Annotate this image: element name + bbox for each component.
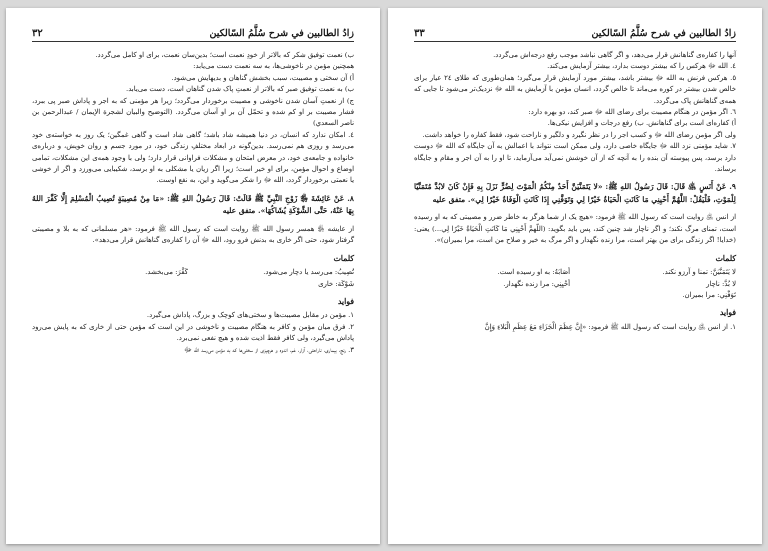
vocab-heading: کلمات [715,253,736,263]
benefit-item: ٢. فرق میان مؤمن و کافر به هنگام مصیبت و ناخوشی در این است که مؤمن حتی از خاری که به پایش می‌رود پاداش می‌گیرد، ولی کافر فقط اذیت شده و هیچ نفعی نمی‌برد. [32,322,354,343]
text-line: ب) به نعمت توفیق صبر که بالاتر از نعمتِ پاک شدن گناهان است، دست می‌یابد. [126,85,354,94]
benefit-item: ١. از انس ﵁ روایت است که رسول الله ﷺ فرمود: «إِنَّ عِظَمَ الْجَزَاءِ مَعَ عِظَمِ الْبَلاءِ وَإِنَّ [484,322,736,331]
vocab-list [414,267,736,301]
vocab-item: تَوَفَّنِي: مرا بمیران. [682,290,736,299]
page-header [414,24,736,42]
vocab-item: لا بُدَّ: ناچار [706,279,736,288]
text-line: ٦. اگر مؤمن در هنگام مصیبت برای رضای الله ﷻ صبر کند، دو بهره دارد: [528,108,736,117]
vocab-list [32,267,354,290]
benefits-heading: فواید [337,296,354,306]
text-line: ج) از نعمتِ آسان شدن ناخوشی و مصیبت برخوردار می‌گردد؛ زیرا هر مؤمنی که به اجر و پاداش صبر پی ببرد، فشار مصیبت بر او کم شده و تحمّل آن بر او آسان می‌گردد. (التوضیح والبیان لشجرة الإیمان / عبدالرحمن بن ناصر السعدي) [32,96,354,128]
vocab-item [414,290,570,301]
text-line: أ) آن سختی و مصیبت، سبب بخشش گناهان و بدیهایش می‌شود. [171,73,354,82]
benefits-heading: فواید [719,308,736,318]
text-line: ٥. هرکس فرنش به الله ﷻ بیشتر باشد، بیشتر مورد آزمایش قرار می‌گیرد؛ همان‌طوری که طلای ٢٤ عیار برای خالص شدن بیشتر در کوره می‌ماند تا خالص گردد، انسان مؤمن با آزمایش به الله ﷻ نزدیک‌تر می‌شود تا جایی که همه‌ی گناهانش پاک می‌گردد. [414,73,737,105]
page-number: ۳۲ [32,28,43,39]
vocab-item: أَصَابَهُ: به او رسیده است. [497,268,570,277]
page-body [32,50,354,534]
vocab-heading: کلمات [333,253,354,263]
text-line: أ) کفاره‌ای است برای گناهانش. ب) رفع درجات و افزایش نیکی‌ها. [547,119,736,128]
vocab-item: تُصِيبُ: می‌رسد یا دچار می‌شود. [263,268,354,277]
vocab-item: كَفَّرَ: می‌بخشد. [145,268,188,277]
benefit-item: ٣. رنج، بیماری، ناراحتی، آزار، غم، اندوه و هرچیزی از سختی‌ها که به مؤمن می‌رسد الله ﷻ [183,345,354,354]
hadith-translation: از انس ﵁ روایت است که رسول الله ﷺ فرمود: «هیچ یک از شما هرگز به خاطر ضرر و مصیبتی که به او رسیده است، تمنای مرگ نکند؛ و اگر ناچار شد چنین کند، پس باید بگوید: (اللّهمَّ أَحْيِنِي مَا كَانَتِ الْحَيَاةُ خَيْرًا لِي...) یعنی: (خدایا! اگر زندگی برای من بهتر است، مرا زنده نگهدار و اگر مرگ به خیر و صلاح من است، مرا بمیران)». [414,213,736,245]
text-line: آنها را کفاره‌ی گناهانش قرار می‌دهد، و اگر گاهی نباشد موجب رفع درجه‌اش می‌گردد. [493,51,736,59]
running-title: زادُ الطالبين في شرح سُلَّمُ السّالكين [209,28,354,39]
page-body [414,50,736,534]
hadith-text: ٨. عَنْ عَائِشَةَ ﵂ زَوْجِ النَّبِيِّ ﷺ قَالَتْ: قَالَ رَسُولُ اللهِ ﷺ: «مَا مِنْ مُصِيبَةٍ تُصِيبُ الْمُسْلِمَ إِلَّا كَفَّرَ اللهُ بِهَا عَنْهُ، حَتَّى الشَّوْكَةِ يُشَاكُهَا». متفق علیه [32,193,354,216]
text-line: ولی اگر مؤمن رضای الله ﷻ و کسب اجر را در نظر نگیرد و دلگیر و ناراحت شود، فقط کفاره را خواهد داشت. [422,130,736,139]
text-line: همچنین مؤمن در ناخوشی‌ها، به سه نعمت دست می‌یابد: [193,62,354,71]
text-line: ٤. امکان ندارد که انسان، در دنیا همیشه شاد باشد؛ گاهی شاد است و گاهی غمگین؛ یک روز به خواسته‌ی خود می‌رسد و روزی هم نمی‌رسد. بدین‌گونه در ابعاد مختلفِ زندگی خود، در مورد جسم و روان خویش، و درباره‌ی خانواده و جامعه‌ی خود، در معرض امتحان و مشکلات فراوانی قرار دارد؛ ولی با وجود همه‌ی این مشکلات، تمامی اوضاع و احوال مؤمن، برای او خیر است؛ زیرا اگر زیان یا مشکلی به او برسد، شکیبایی می‌ورزد و اگر از خوشی یا نعمتی برخوردار گردد، الله ﷻ را شکر می‌گوید و این، به نفع اوست. [32,130,354,185]
text-line: ٤. الله ﷻ هرکس را که بیشتر دوست بدارد، بیشتر آزمایش می‌کند. [547,62,736,71]
vocab-item: لا يَتَمَنَّيَنَّ: تمنا و آرزو نکند. [662,268,736,277]
text-line: ٧. شاید مؤمنی نزد الله ﷻ جایگاه خاصی دارد، ولی ممکن است نتواند با اعمالش به آن جایگاه که الله ﷻ دوست دارد برسد، پس پیوسته آن بنده را به آنچه که از آن خوشش نمی‌آید می‌آزماید، تا او را به آن اجر و مقام و جایگاه برساند. [414,142,736,174]
running-title: زادُ الطالبين في شرح سُلَّمُ السّالكين [591,28,736,39]
hadith-translation: از عایشه ﵂ همسر رسول الله ﷺ روایت است که رسول الله ﷺ فرمود: «هر مسلمانی که به بلا و مصیبتی گرفتار شود، حتی اگر خاری به بدنش فرو رود، الله ﷻ آن را کفاره‌ی گناهانش قرار می‌دهد». [32,224,354,245]
hadith-text: ٩. عَنْ أَنَسٍ ﵁ قَالَ: قَالَ رَسُولُ اللهِ ﷺ: «لا يَتَمَنَّيَنَّ أَحَدٌ مِنْكُمُ الْمَوْتَ لِضُرٍّ نَزَلَ بِهِ فَإِنْ كَانَ لابُدَّ مُتَمَنِّيًا لِلْمَوْتِ، فَلْيَقُلْ: اللَّهُمَّ أَحْيِنِي مَا كَانَتِ الْحَيَاةُ خَيْرًا لِي وَتَوَفَّنِي إِذَا كَانَتِ الْوَفَاةُ خَيْرًا لِي». متفق علیه [414,182,736,204]
benefit-item: ١. مؤمن در مقابل مصیبت‌ها و سختی‌های کوچک و بزرگ، پاداش می‌گیرد. [146,311,354,320]
text-line: ب) نعمت توفیق شکر که بالاتر از خودِ نعمت است؛ بدین‌سان نعمت، برای او کامل می‌گردد. [95,51,354,59]
vocab-item: أَحْيِنِي: مرا زنده نگهدار. [503,279,570,288]
page-header [32,24,354,42]
left-page [6,8,380,544]
right-page [388,8,762,544]
vocab-item: شَوْكَة: خاری [318,279,354,288]
vocab-item [32,279,188,290]
page-number: ۳۳ [414,28,425,39]
